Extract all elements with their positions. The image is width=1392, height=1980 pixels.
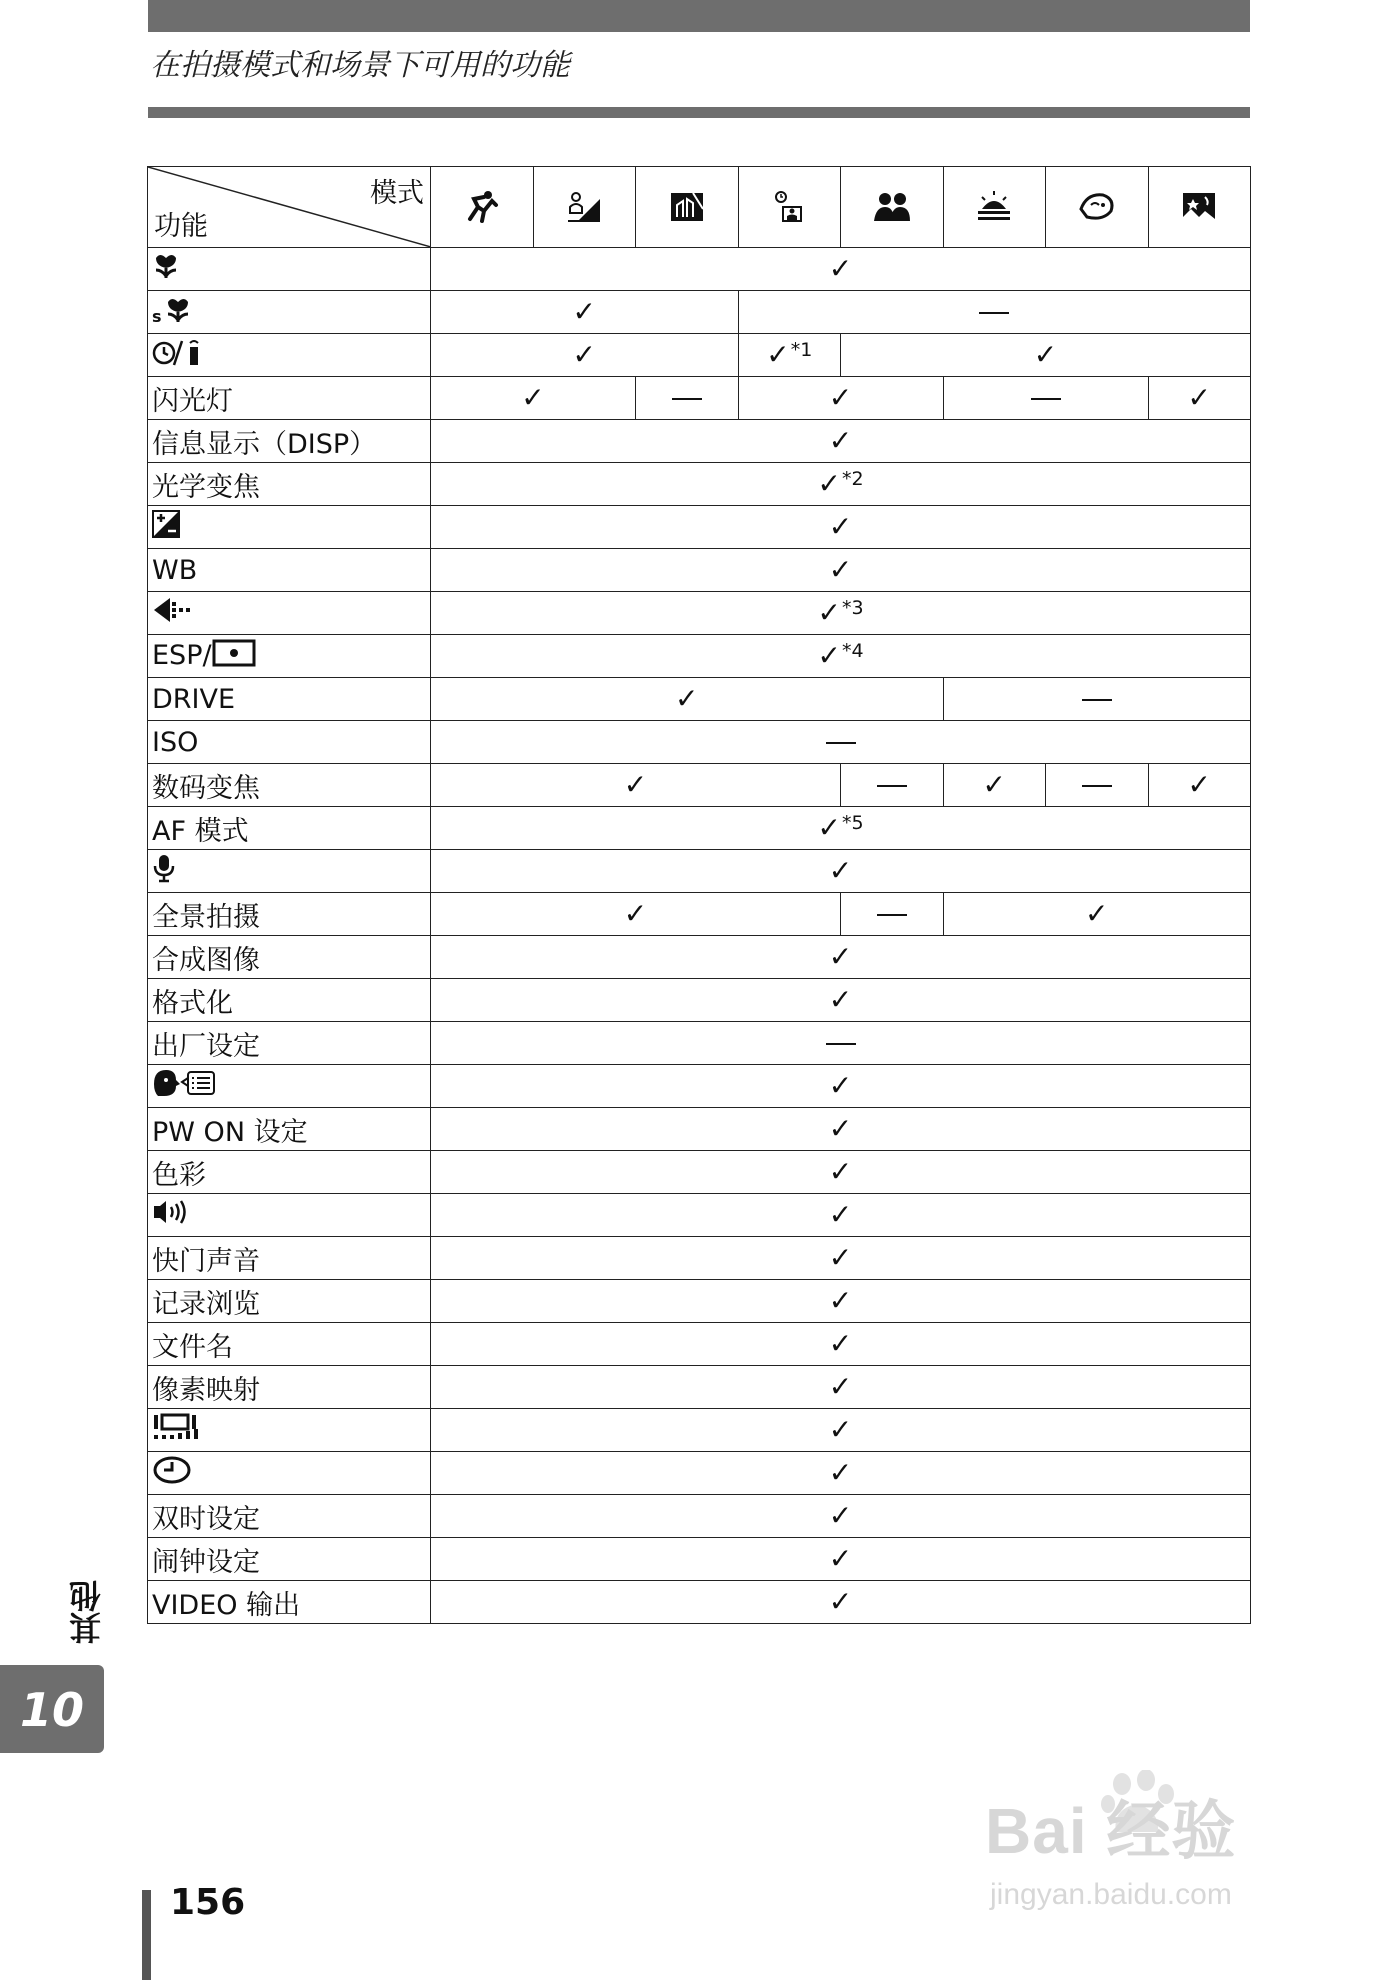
available-check: ✓ xyxy=(828,853,853,887)
available-check: ✓ xyxy=(828,1283,853,1317)
function-label: ESP/ xyxy=(152,639,212,671)
function-label-cell xyxy=(148,1366,431,1409)
table-header-row xyxy=(148,167,1251,248)
mode-col-fireworks xyxy=(1148,167,1251,248)
table-row xyxy=(148,893,1251,936)
function-label: VIDEO 输出 xyxy=(152,1589,301,1621)
value-cell xyxy=(431,1538,1251,1581)
available-check: ✓ xyxy=(828,1068,853,1102)
value-cell xyxy=(841,893,944,936)
value-cell xyxy=(431,936,1251,979)
quality-icon xyxy=(152,596,192,631)
value-cell xyxy=(943,377,1148,420)
value-cell xyxy=(431,420,1251,463)
indoor-icon xyxy=(872,189,912,225)
watermark-brand: Bai 经验 xyxy=(985,1795,1237,1867)
section-side-label: 其他 xyxy=(68,1580,106,1644)
value-cell xyxy=(431,764,841,807)
table-row xyxy=(148,1280,1251,1323)
table-row xyxy=(148,1581,1251,1624)
available-check: ✓ xyxy=(1187,767,1211,801)
value-cell xyxy=(431,1366,1251,1409)
value-cell xyxy=(431,1581,1251,1624)
value-cell xyxy=(1046,764,1149,807)
not-available-dash xyxy=(877,914,907,916)
available-check: ✓ xyxy=(817,638,841,672)
table-row xyxy=(148,1452,1251,1495)
function-label-cell xyxy=(148,592,431,635)
function-label-cell xyxy=(148,635,431,678)
value-cell xyxy=(431,979,1251,1022)
table-row xyxy=(148,1538,1251,1581)
table-row xyxy=(148,1495,1251,1538)
table-row xyxy=(148,506,1251,549)
value-cell xyxy=(738,334,841,377)
available-check: ✓ xyxy=(817,810,841,844)
value-cell xyxy=(431,463,1251,506)
chapter-tab: 10 xyxy=(0,1665,104,1753)
available-check: ✓ xyxy=(828,380,853,414)
footnote-ref: *5 xyxy=(841,811,864,834)
value-cell xyxy=(738,291,1251,334)
self-portrait-icon xyxy=(769,189,809,225)
value-cell xyxy=(431,1409,1251,1452)
available-check: ✓ xyxy=(1085,896,1109,930)
function-label: 双时设定 xyxy=(152,1503,260,1535)
function-label-cell xyxy=(148,291,431,334)
table-row xyxy=(148,291,1251,334)
function-label: 像素映射 xyxy=(152,1374,260,1406)
available-check: ✓ xyxy=(828,1326,853,1360)
function-label: AF 模式 xyxy=(152,815,249,847)
sport-icon xyxy=(462,189,502,225)
function-label: 记录浏览 xyxy=(152,1288,260,1320)
table-row xyxy=(148,1108,1251,1151)
available-check: ✓ xyxy=(572,294,596,328)
mode-col-candle xyxy=(1046,167,1149,248)
available-check: ✓ xyxy=(828,1584,853,1618)
function-label-cell xyxy=(148,463,431,506)
table-row xyxy=(148,1194,1251,1237)
page-header-title: 在拍摄模式和场景下可用的功能 xyxy=(150,48,570,83)
function-label-cell xyxy=(148,334,431,377)
value-cell xyxy=(431,1108,1251,1151)
available-check: ✓ xyxy=(828,251,853,285)
table-row xyxy=(148,377,1251,420)
function-label: WB xyxy=(152,554,198,586)
value-cell xyxy=(431,377,636,420)
function-label: 数码变焦 xyxy=(152,772,260,804)
value-cell xyxy=(431,549,1251,592)
function-label: 全景拍摄 xyxy=(152,901,260,933)
mode-col-sunset xyxy=(943,167,1046,248)
table-row xyxy=(148,463,1251,506)
function-label-cell xyxy=(148,1151,431,1194)
value-cell xyxy=(431,334,739,377)
function-label: PW ON 设定 xyxy=(152,1116,308,1148)
value-cell xyxy=(431,1151,1251,1194)
available-check: ✓ xyxy=(623,896,648,930)
function-label-cell xyxy=(148,1022,431,1065)
watermark-url: jingyan.baidu.com xyxy=(990,1878,1232,1911)
function-label-cell xyxy=(148,1280,431,1323)
value-cell xyxy=(431,248,1251,291)
function-label: 闪光灯 xyxy=(152,385,233,417)
mode-col-sport xyxy=(431,167,534,248)
function-label-cell xyxy=(148,764,431,807)
table-row xyxy=(148,549,1251,592)
value-cell xyxy=(943,678,1251,721)
value-cell xyxy=(431,1495,1251,1538)
available-check: ✓ xyxy=(521,380,545,414)
function-label: 合成图像 xyxy=(152,944,260,976)
night-scene-icon xyxy=(667,189,707,225)
available-check: ✓ xyxy=(675,681,699,715)
mode-col-indoor xyxy=(841,167,944,248)
function-label: 光学变焦 xyxy=(152,471,260,503)
function-label: DRIVE xyxy=(152,683,236,715)
table-row xyxy=(148,635,1251,678)
function-label: 闹钟设定 xyxy=(152,1546,260,1578)
function-label: 格式化 xyxy=(152,987,233,1019)
function-label-cell xyxy=(148,893,431,936)
available-check: ✓ xyxy=(828,1197,853,1231)
table-row xyxy=(148,1409,1251,1452)
available-check: ✓ xyxy=(1033,337,1058,371)
table-row xyxy=(148,1151,1251,1194)
table-row xyxy=(148,850,1251,893)
available-check: ✓ xyxy=(572,337,596,371)
function-label: 信息显示（DISP） xyxy=(152,428,377,460)
function-label-cell xyxy=(148,1538,431,1581)
value-cell xyxy=(431,721,1251,764)
value-cell xyxy=(841,764,944,807)
available-check: ✓ xyxy=(1187,380,1211,414)
value-cell xyxy=(431,850,1251,893)
spot-meter-icon xyxy=(212,638,256,675)
available-check: ✓ xyxy=(982,767,1006,801)
table-row xyxy=(148,1237,1251,1280)
value-cell xyxy=(738,377,943,420)
available-check: ✓ xyxy=(828,1240,853,1274)
available-check: ✓ xyxy=(828,1111,853,1145)
value-cell xyxy=(943,893,1251,936)
not-available-dash xyxy=(1082,785,1112,787)
value-cell xyxy=(431,635,1251,678)
exposure-comp-icon xyxy=(152,510,180,545)
mode-col-landscape-portrait xyxy=(533,167,636,248)
footnote-ref: *4 xyxy=(841,639,864,662)
function-label-cell xyxy=(148,1194,431,1237)
not-available-dash xyxy=(877,785,907,787)
function-label-cell xyxy=(148,1581,431,1624)
not-available-dash xyxy=(826,742,856,744)
function-label-cell xyxy=(148,807,431,850)
mode-header: 模式 xyxy=(370,178,424,209)
header-bar xyxy=(148,0,1250,32)
function-label-cell xyxy=(148,1065,431,1108)
not-available-dash xyxy=(979,312,1009,314)
value-cell xyxy=(431,893,841,936)
value-cell xyxy=(431,678,944,721)
function-label-cell xyxy=(148,850,431,893)
available-check: ✓ xyxy=(828,552,853,586)
available-check: ✓ xyxy=(828,1498,853,1532)
table-row xyxy=(148,1366,1251,1409)
function-label-cell xyxy=(148,678,431,721)
function-label: 色彩 xyxy=(152,1159,206,1191)
not-available-dash xyxy=(1082,699,1112,701)
header-rule xyxy=(148,107,1250,118)
function-label-cell xyxy=(148,248,431,291)
available-check: ✓ xyxy=(828,1455,853,1489)
value-cell xyxy=(431,1065,1251,1108)
table-row xyxy=(148,764,1251,807)
value-cell xyxy=(431,1194,1251,1237)
macro-icon xyxy=(152,252,180,287)
function-label-cell xyxy=(148,1108,431,1151)
table-corner-cell xyxy=(148,167,431,248)
table-row xyxy=(148,1022,1251,1065)
function-label-cell xyxy=(148,1237,431,1280)
value-cell xyxy=(1148,764,1251,807)
table-row xyxy=(148,334,1251,377)
value-cell xyxy=(1148,377,1251,420)
table-row xyxy=(148,592,1251,635)
table-row xyxy=(148,248,1251,291)
value-cell xyxy=(841,334,1251,377)
function-table xyxy=(147,166,1251,1624)
available-check: ✓ xyxy=(817,595,841,629)
not-available-dash xyxy=(672,398,702,400)
available-check: ✓ xyxy=(828,509,853,543)
value-cell xyxy=(431,506,1251,549)
available-check: ✓ xyxy=(828,1541,853,1575)
function-label-cell xyxy=(148,721,431,764)
self-timer-remote-icon xyxy=(152,337,202,374)
function-label-cell xyxy=(148,1323,431,1366)
function-label-cell xyxy=(148,1495,431,1538)
function-label: 快门声音 xyxy=(152,1245,260,1277)
function-label-cell xyxy=(148,979,431,1022)
function-label-cell xyxy=(148,1452,431,1495)
candle-icon xyxy=(1077,189,1117,225)
value-cell xyxy=(431,807,1251,850)
available-check: ✓ xyxy=(817,466,841,500)
value-cell xyxy=(431,1280,1251,1323)
available-check: ✓ xyxy=(766,337,790,371)
page-number: 156 xyxy=(170,1882,246,1923)
available-check: ✓ xyxy=(828,1154,853,1188)
function-label-cell xyxy=(148,549,431,592)
function-label-cell xyxy=(148,377,431,420)
clock-icon xyxy=(152,1455,192,1492)
sunset-icon xyxy=(974,189,1014,225)
table-row xyxy=(148,1065,1251,1108)
available-check: ✓ xyxy=(828,423,853,457)
not-available-dash xyxy=(1031,398,1061,400)
available-check: ✓ xyxy=(623,767,648,801)
function-label: ISO xyxy=(152,726,199,758)
function-label-cell xyxy=(148,420,431,463)
mode-col-self-portrait xyxy=(738,167,841,248)
monitor-brightness-icon xyxy=(152,1411,200,1450)
function-label-cell xyxy=(148,1409,431,1452)
language-icon xyxy=(152,1068,216,1105)
table-row xyxy=(148,420,1251,463)
table-row xyxy=(148,936,1251,979)
function-label: 出厂设定 xyxy=(152,1030,260,1062)
value-cell xyxy=(431,1237,1251,1280)
available-check: ✓ xyxy=(828,982,853,1016)
available-check: ✓ xyxy=(828,1412,853,1446)
function-header: 功能 xyxy=(154,211,208,242)
beep-icon xyxy=(152,1197,194,1234)
super-macro-icon xyxy=(152,294,194,331)
not-available-dash xyxy=(826,1043,856,1045)
landscape-portrait-icon xyxy=(564,189,604,225)
table-row xyxy=(148,1323,1251,1366)
value-cell xyxy=(431,592,1251,635)
value-cell xyxy=(431,1022,1251,1065)
available-check: ✓ xyxy=(828,939,853,973)
available-check: ✓ xyxy=(828,1369,853,1403)
table-row xyxy=(148,807,1251,850)
value-cell xyxy=(431,291,739,334)
svg-text:s: s xyxy=(152,306,162,324)
fireworks-icon xyxy=(1179,189,1219,225)
footnote-ref: *3 xyxy=(841,596,864,619)
value-cell xyxy=(431,1452,1251,1495)
footnote-ref: *2 xyxy=(841,467,864,490)
table-row xyxy=(148,678,1251,721)
mode-col-night-scene xyxy=(636,167,739,248)
function-label-cell xyxy=(148,936,431,979)
value-cell xyxy=(636,377,739,420)
table-row xyxy=(148,721,1251,764)
microphone-icon xyxy=(152,853,176,890)
function-label-cell xyxy=(148,506,431,549)
value-cell xyxy=(431,1323,1251,1366)
footnote-ref: *1 xyxy=(790,338,813,361)
value-cell xyxy=(943,764,1046,807)
table-row xyxy=(148,979,1251,1022)
page-number-bar xyxy=(142,1890,151,1980)
function-label: 文件名 xyxy=(152,1331,233,1363)
